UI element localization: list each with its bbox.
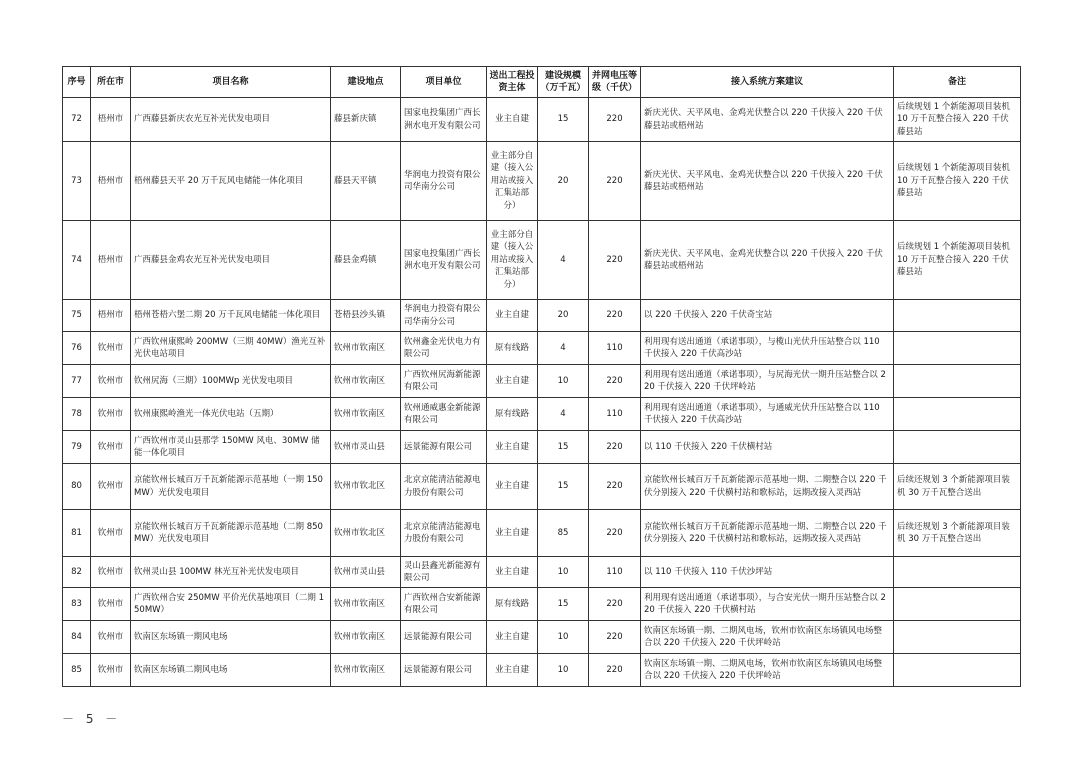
cell-name: 梧州藤县天平 20 万千瓦风电储能一体化项目 (131, 142, 331, 221)
cell-scale: 10 (538, 621, 589, 654)
cell-plan: 京能钦州长城百万千瓦新能源示范基地一期、二期整合以 220 千伏分别接入 220 千伏横村站和歌标站，远期改接入灵西站 (641, 464, 894, 510)
cell-city: 钦州市 (91, 654, 131, 687)
cell-voltage: 220 (589, 300, 641, 332)
cell-plan: 京能钦州长城百万千瓦新能源示范基地一期、二期整合以 220 千伏分别接入 220 千伏横村站和歌标站，远期改接入灵西站 (641, 510, 894, 557)
header-plan: 接入系统方案建议 (641, 67, 894, 98)
cell-voltage: 220 (589, 221, 641, 300)
cell-note: 后续规划 1 个新能源项目装机 10 万千瓦整合接入 220 千伏藤县站 (894, 142, 1021, 221)
cell-city: 钦州市 (91, 588, 131, 621)
cell-city: 梧州市 (91, 221, 131, 300)
page-number: － 5 － (62, 712, 122, 726)
table-row (63, 142, 1021, 221)
cell-unit: 远景能源有限公司 (401, 621, 487, 654)
cell-note: 后续还规划 3 个新能源项目装机 30 万千瓦整合送出 (894, 464, 1021, 510)
header-site: 建设地点 (331, 67, 401, 98)
cell-city: 梧州市 (91, 98, 131, 142)
cell-city: 钦州市 (91, 431, 131, 464)
cell-name: 钦州灵山县 100MW 林光互补光伏发电项目 (131, 557, 331, 588)
cell-note (894, 398, 1021, 431)
project-table (62, 66, 1021, 687)
cell-scale: 4 (538, 332, 589, 365)
table-row (63, 654, 1021, 687)
cell-plan: 新庆光伏、天平风电、金鸡光伏整合以 220 千伏接入 220 千伏藤县站或梧州站 (641, 142, 894, 221)
cell-plan: 新庆光伏、天平风电、金鸡光伏整合以 220 千伏接入 220 千伏藤县站或梧州站 (641, 98, 894, 142)
cell-site: 钦州市钦南区 (331, 332, 401, 365)
cell-no: 73 (63, 142, 91, 221)
cell-site: 钦州市钦北区 (331, 510, 401, 557)
cell-plan: 新庆光伏、天平风电、金鸡光伏整合以 220 千伏接入 220 千伏藤县站或梧州站 (641, 221, 894, 300)
table-row (63, 365, 1021, 398)
table-row (63, 300, 1021, 332)
table-row (63, 557, 1021, 588)
cell-unit: 北京京能清洁能源电力股份有限公司 (401, 464, 487, 510)
cell-no: 83 (63, 588, 91, 621)
cell-investor: 业主自建 (487, 98, 538, 142)
cell-note (894, 300, 1021, 332)
cell-no: 79 (63, 431, 91, 464)
cell-city: 钦州市 (91, 510, 131, 557)
cell-plan: 以 110 千伏接入 110 千伏沙坪站 (641, 557, 894, 588)
table-row (63, 398, 1021, 431)
cell-voltage: 220 (589, 464, 641, 510)
header-voltage: 并网电压等级（千伏） (589, 67, 641, 98)
cell-unit: 北京京能清洁能源电力股份有限公司 (401, 510, 487, 557)
cell-plan: 钦南区东场镇一期、二期风电场，钦州市钦南区东场镇风电场整合以 220 千伏接入 220 千伏坪岭站 (641, 654, 894, 687)
cell-name: 广西钦州市灵山县那学 150MW 风电、30MW 储能一体化项目 (131, 431, 331, 464)
cell-unit: 钦州鑫金光伏电力有限公司 (401, 332, 487, 365)
cell-unit: 钦州通威惠金新能源有限公司 (401, 398, 487, 431)
cell-site: 钦州市灵山县 (331, 557, 401, 588)
table-row (63, 332, 1021, 365)
cell-scale: 10 (538, 557, 589, 588)
cell-note (894, 557, 1021, 588)
header-city: 所在市 (91, 67, 131, 98)
header-investor: 送出工程投资主体 (487, 67, 538, 98)
header-no: 序号 (63, 67, 91, 98)
cell-name: 梧州苍梧六堡二期 20 万千瓦风电储能一体化项目 (131, 300, 331, 332)
cell-site: 钦州市钦南区 (331, 621, 401, 654)
cell-voltage: 220 (589, 431, 641, 464)
cell-city: 钦州市 (91, 621, 131, 654)
cell-no: 78 (63, 398, 91, 431)
cell-investor: 业主自建 (487, 557, 538, 588)
cell-scale: 20 (538, 142, 589, 221)
cell-unit: 远景能源有限公司 (401, 654, 487, 687)
cell-site: 藤县天平镇 (331, 142, 401, 221)
cell-voltage: 220 (589, 365, 641, 398)
cell-note (894, 431, 1021, 464)
cell-city: 钦州市 (91, 365, 131, 398)
cell-scale: 20 (538, 300, 589, 332)
cell-no: 82 (63, 557, 91, 588)
cell-city: 钦州市 (91, 557, 131, 588)
cell-no: 75 (63, 300, 91, 332)
cell-investor: 原有线路 (487, 588, 538, 621)
header-project-name: 项目名称 (131, 67, 331, 98)
cell-voltage: 110 (589, 557, 641, 588)
cell-plan: 利用现有送出通道（承诺事项），与合安光伏一期升压站整合以 220 千伏接入 220 千伏横村站 (641, 588, 894, 621)
cell-name: 京能钦州长城百万千瓦新能源示范基地（二期 850MW）光伏发电项目 (131, 510, 331, 557)
header-scale: 建设规模（万千瓦） (538, 67, 589, 98)
cell-city: 钦州市 (91, 332, 131, 365)
cell-no: 74 (63, 221, 91, 300)
cell-scale: 4 (538, 398, 589, 431)
cell-city: 梧州市 (91, 300, 131, 332)
cell-unit: 国家电投集团广西长洲水电开发有限公司 (401, 98, 487, 142)
cell-scale: 15 (538, 588, 589, 621)
table-header-row (63, 67, 1021, 98)
cell-plan: 以 220 千伏接入 220 千伏奇宝站 (641, 300, 894, 332)
header-unit: 项目单位 (401, 67, 487, 98)
cell-no: 76 (63, 332, 91, 365)
cell-plan: 利用现有送出通道（承诺事项），与榄山光伏升压站整合以 110 千伏接入 220 千伏高沙站 (641, 332, 894, 365)
cell-investor: 业主自建 (487, 431, 538, 464)
cell-note (894, 332, 1021, 365)
cell-unit: 国家电投集团广西长洲水电开发有限公司 (401, 221, 487, 300)
table-row (63, 510, 1021, 557)
cell-investor: 业主部分自建（接入公用站或接入汇集站部分） (487, 221, 538, 300)
cell-investor: 业主自建 (487, 510, 538, 557)
cell-plan: 以 110 千伏接入 220 千伏横村站 (641, 431, 894, 464)
cell-no: 85 (63, 654, 91, 687)
cell-name: 钦南区东场镇二期风电场 (131, 654, 331, 687)
cell-scale: 4 (538, 221, 589, 300)
table-row (63, 431, 1021, 464)
cell-scale: 15 (538, 431, 589, 464)
cell-investor: 原有线路 (487, 398, 538, 431)
cell-voltage: 220 (589, 588, 641, 621)
cell-investor: 业主自建 (487, 464, 538, 510)
cell-note (894, 621, 1021, 654)
cell-scale: 15 (538, 98, 589, 142)
cell-scale: 10 (538, 654, 589, 687)
cell-voltage: 110 (589, 332, 641, 365)
cell-voltage: 220 (589, 510, 641, 557)
cell-name: 钦州尻海（三期）100MWp 光伏发电项目 (131, 365, 331, 398)
cell-voltage: 220 (589, 142, 641, 221)
table-row (63, 221, 1021, 300)
cell-site: 苍梧县沙头镇 (331, 300, 401, 332)
cell-unit: 华润电力投资有限公司华南分公司 (401, 142, 487, 221)
cell-investor: 业主自建 (487, 621, 538, 654)
cell-voltage: 220 (589, 98, 641, 142)
table-row (63, 98, 1021, 142)
cell-name: 广西藤县新庆农光互补光伏发电项目 (131, 98, 331, 142)
cell-voltage: 220 (589, 654, 641, 687)
cell-note: 后续规划 1 个新能源项目装机 10 万千瓦整合接入 220 千伏藤县站 (894, 98, 1021, 142)
cell-unit: 华润电力投资有限公司华南分公司 (401, 300, 487, 332)
cell-investor: 业主自建 (487, 365, 538, 398)
cell-plan: 钦南区东场镇一期、二期风电场，钦州市钦南区东场镇风电场整合以 220 千伏接入 220 千伏坪岭站 (641, 621, 894, 654)
cell-name: 广西钦州康熙岭 200MW（三期 40MW）渔光互补光伏电站项目 (131, 332, 331, 365)
cell-voltage: 220 (589, 621, 641, 654)
cell-scale: 15 (538, 464, 589, 510)
cell-site: 藤县金鸡镇 (331, 221, 401, 300)
cell-city: 钦州市 (91, 398, 131, 431)
cell-no: 81 (63, 510, 91, 557)
cell-no: 84 (63, 621, 91, 654)
table-row (63, 621, 1021, 654)
cell-scale: 10 (538, 365, 589, 398)
cell-city: 梧州市 (91, 142, 131, 221)
cell-plan: 利用现有送出通道（承诺事项），与通威光伏升压站整合以 110 千伏接入 220 千伏高沙站 (641, 398, 894, 431)
cell-voltage: 110 (589, 398, 641, 431)
header-note: 备注 (894, 67, 1021, 98)
cell-site: 钦州市钦南区 (331, 654, 401, 687)
cell-unit: 远景能源有限公司 (401, 431, 487, 464)
cell-plan: 利用现有送出通道（承诺事项），与尻海光伏一期升压站整合以 220 千伏接入 220 千伏坪岭站 (641, 365, 894, 398)
cell-name: 钦州康熙岭渔光一体光伏电站（五期） (131, 398, 331, 431)
cell-unit: 广西钦州尻海新能源有限公司 (401, 365, 487, 398)
cell-site: 钦州市灵山县 (331, 431, 401, 464)
cell-site: 钦州市钦南区 (331, 588, 401, 621)
cell-unit: 灵山县鑫光新能源有限公司 (401, 557, 487, 588)
cell-name: 广西藤县金鸡农光互补光伏发电项目 (131, 221, 331, 300)
cell-scale: 85 (538, 510, 589, 557)
cell-note: 后续还规划 3 个新能源项目装机 30 万千瓦整合送出 (894, 510, 1021, 557)
cell-site: 钦州市钦北区 (331, 464, 401, 510)
cell-no: 80 (63, 464, 91, 510)
table-row (63, 464, 1021, 510)
cell-no: 72 (63, 98, 91, 142)
cell-investor: 业主部分自建（接入公用站或接入汇集站部分） (487, 142, 538, 221)
cell-unit: 广西钦州合安新能源有限公司 (401, 588, 487, 621)
cell-investor: 原有线路 (487, 332, 538, 365)
cell-investor: 业主自建 (487, 654, 538, 687)
cell-site: 钦州市钦南区 (331, 398, 401, 431)
cell-no: 77 (63, 365, 91, 398)
cell-city: 钦州市 (91, 464, 131, 510)
cell-site: 藤县新庆镇 (331, 98, 401, 142)
table-row (63, 588, 1021, 621)
cell-note (894, 365, 1021, 398)
cell-note: 后续规划 1 个新能源项目装机 10 万千瓦整合接入 220 千伏藤县站 (894, 221, 1021, 300)
cell-site: 钦州市钦南区 (331, 365, 401, 398)
cell-name: 钦南区东场镇一期风电场 (131, 621, 331, 654)
cell-name: 广西钦州合安 250MW 平价光伏基地项目（二期 150MW） (131, 588, 331, 621)
cell-investor: 业主自建 (487, 300, 538, 332)
cell-note (894, 588, 1021, 621)
cell-note (894, 654, 1021, 687)
cell-name: 京能钦州长城百万千瓦新能源示范基地（一期 150MW）光伏发电项目 (131, 464, 331, 510)
